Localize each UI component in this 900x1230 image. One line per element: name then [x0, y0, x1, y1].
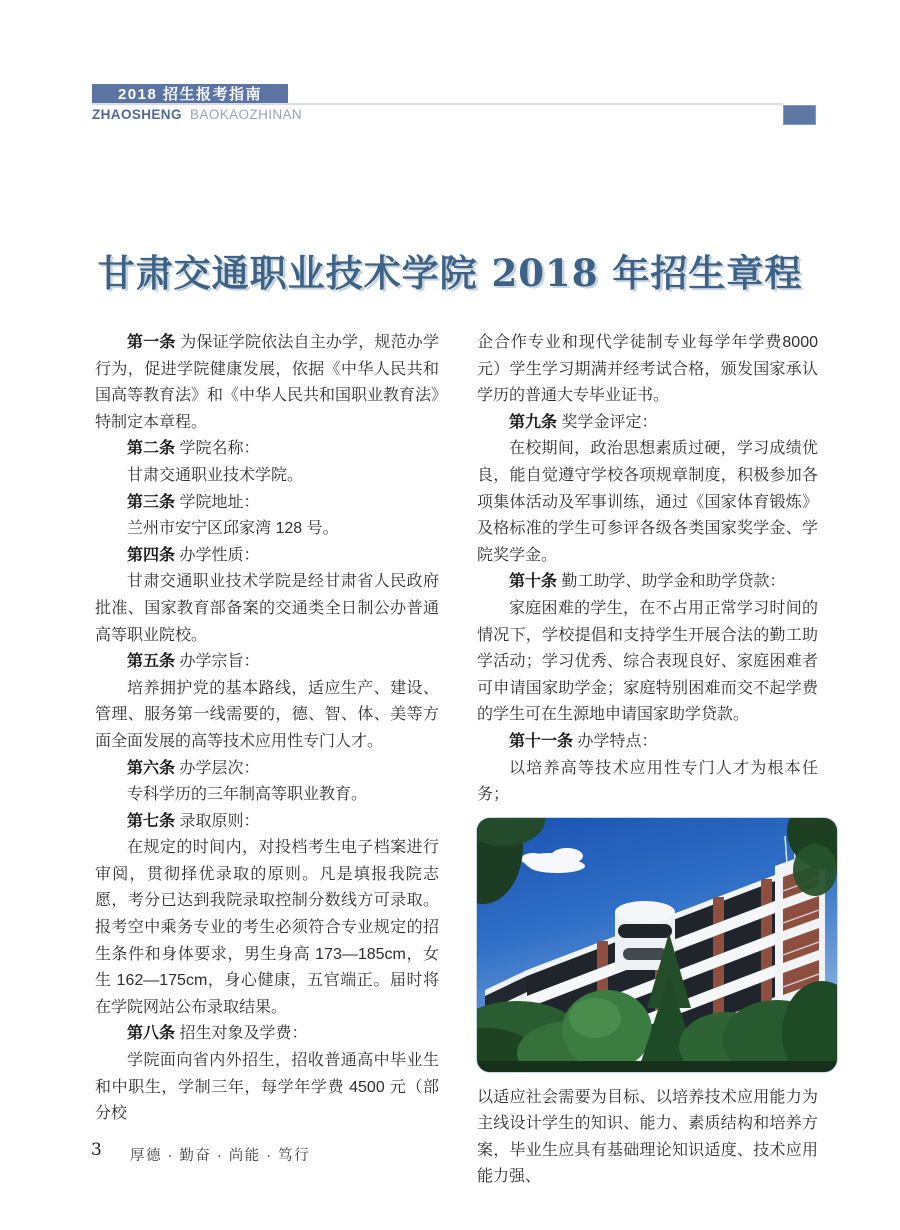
- article-left-column: [95, 330, 439, 1128]
- paragraph-text: 甘肃交通职业技术学院。: [127, 466, 304, 484]
- header-banner: 2018 招生报考指南: [92, 84, 288, 105]
- paragraph: [95, 543, 439, 570]
- paragraph-text: 在规定的时间内，对投档考生电子档案进行审阅，贯彻择优录取的原则。凡是填报我院志愿，考分已达到我院录取控制分数线方可录取。报考空中乘务专业的考生必须符合专业规定的招生条件和身体要求，男生身高 173—185cm，女生 162—175cm，身心健康，五官端正。届时将在学院网站公布录取结果。: [95, 839, 439, 1016]
- article-right-column: [477, 330, 818, 1191]
- paragraph-text: 办学性质：: [179, 546, 260, 564]
- paragraph-text: 招生对象及学费：: [179, 1025, 308, 1043]
- paragraph-text: 企合作专业和现代学徒制专业每学年学费8000元）学生学习期满并经考试合格，颁发国家承认学历的普通大专毕业证书。: [477, 334, 818, 405]
- article-number: 第四条: [127, 546, 176, 564]
- paragraph-text: 专科学历的三年制高等职业教育。: [127, 786, 368, 804]
- paragraph: [95, 330, 439, 436]
- article-number: 第二条: [127, 440, 176, 458]
- header-pinyin: [92, 107, 302, 122]
- article-number: 第六条: [127, 759, 176, 777]
- campus-photo: [477, 818, 837, 1072]
- article-number: 第一条: [127, 334, 176, 351]
- footer-motto: 厚德 · 勤奋 · 尚能 · 笃行: [130, 1148, 311, 1164]
- paragraph: [95, 569, 439, 649]
- paragraph: [477, 330, 818, 410]
- right-column-bottom: [477, 1085, 818, 1191]
- article-number: 第五条: [127, 653, 176, 671]
- paragraph: [95, 782, 439, 809]
- paragraph: [477, 569, 818, 596]
- article-number: 第九条: [509, 413, 558, 431]
- paragraph-text: 以培养高等技术应用性专门人才为根本任务；: [477, 759, 818, 804]
- paragraph-text: 学院名称：: [179, 440, 260, 458]
- paragraph: [477, 410, 818, 437]
- paragraph: [95, 649, 439, 676]
- paragraph-text: 办学宗旨：: [179, 653, 260, 671]
- paragraph: [95, 516, 439, 543]
- pinyin-primary: ZHAOSHENG: [92, 107, 182, 122]
- header-corner-block: [783, 105, 816, 125]
- paragraph-text: 办学特点：: [577, 732, 658, 750]
- paragraph: [95, 490, 439, 517]
- paragraph-text: 学院地址：: [179, 493, 260, 511]
- paragraph: [477, 1085, 818, 1191]
- paragraph: [477, 729, 818, 756]
- paragraph: [477, 436, 818, 569]
- header-rule: [92, 103, 783, 105]
- paragraph-text: 录取原则：: [179, 812, 260, 830]
- paragraph: [477, 596, 818, 729]
- paragraph: [95, 436, 439, 463]
- paragraph: [477, 756, 818, 809]
- paragraph: [95, 809, 439, 836]
- right-column-top: [477, 330, 818, 809]
- paragraph-text: 以适应社会需要为目标、以培养技术应用能力为主线设计学生的知识、能力、素质结构和培养方案，毕业生应具有基础理论知识适度、技术应用能力强、: [477, 1088, 818, 1186]
- pinyin-secondary: BAOKAOZHINAN: [190, 107, 303, 122]
- article-number: 第十一条: [509, 732, 574, 750]
- paragraph-text: 甘肃交通职业技术学院是经甘肃省人民政府批准、国家教育部备案的交通类全日制公办普通高等职业院校。: [95, 573, 439, 644]
- paragraph: [95, 463, 439, 490]
- article-number: 第七条: [127, 812, 176, 830]
- paragraph-text: 奖学金评定：: [561, 413, 658, 431]
- page-title: 甘肃交通职业技术学院 2018 年招生章程: [97, 251, 803, 295]
- paragraph-text: 为保证学院依法自主办学，规范办学行为，促进学院健康发展，依据《中华人民共和国高等教育法》和《中华人民共和国职业教育法》特制定本章程。: [95, 334, 440, 431]
- page-number: 3: [91, 1140, 102, 1160]
- paragraph: [95, 1021, 439, 1048]
- paragraph-text: 培养拥护党的基本路线，适应生产、建设、管理、服务第一线需要的，德、智、体、美等方面全面发展的高等技术应用性专门人才。: [95, 679, 439, 750]
- paragraph: [95, 756, 439, 783]
- campus-photo-illustration: [477, 818, 837, 1072]
- paragraph-text: 兰州市安宁区邱家湾 128 号。: [127, 520, 339, 538]
- paragraph-text: 办学层次：: [179, 759, 260, 777]
- paragraph-text: 勤工助学、助学金和助学贷款：: [561, 573, 786, 591]
- paragraph-text: 在校期间，政治思想素质过硬，学习成绩优良，能自觉遵守学校各项规章制度，积极参加各项集体活动及军事训练，通过《国家体育锻炼》及格标准的学生可参评各级各类国家奖学金、学院奖学金。: [477, 440, 818, 564]
- article-number: 第十条: [509, 573, 558, 591]
- paragraph-text: 家庭困难的学生，在不占用正常学习时间的情况下，学校提倡和支持学生开展合法的勤工助学活动；学习优秀、综合表现良好、家庭困难者可申请国家助学金；家庭特别困难而交不起学费的学生可在生源地申请国家助学贷款。: [477, 599, 818, 724]
- article-number: 第三条: [127, 493, 176, 511]
- paragraph: [95, 1048, 439, 1128]
- paragraph-text: 学院面向省内外招生，招收普通高中毕业生和中职生，学制三年，每学年学费 4500 元（部分校: [95, 1052, 439, 1123]
- article-number: 第八条: [127, 1025, 176, 1043]
- paragraph: [95, 676, 439, 756]
- paragraph: [95, 835, 439, 1021]
